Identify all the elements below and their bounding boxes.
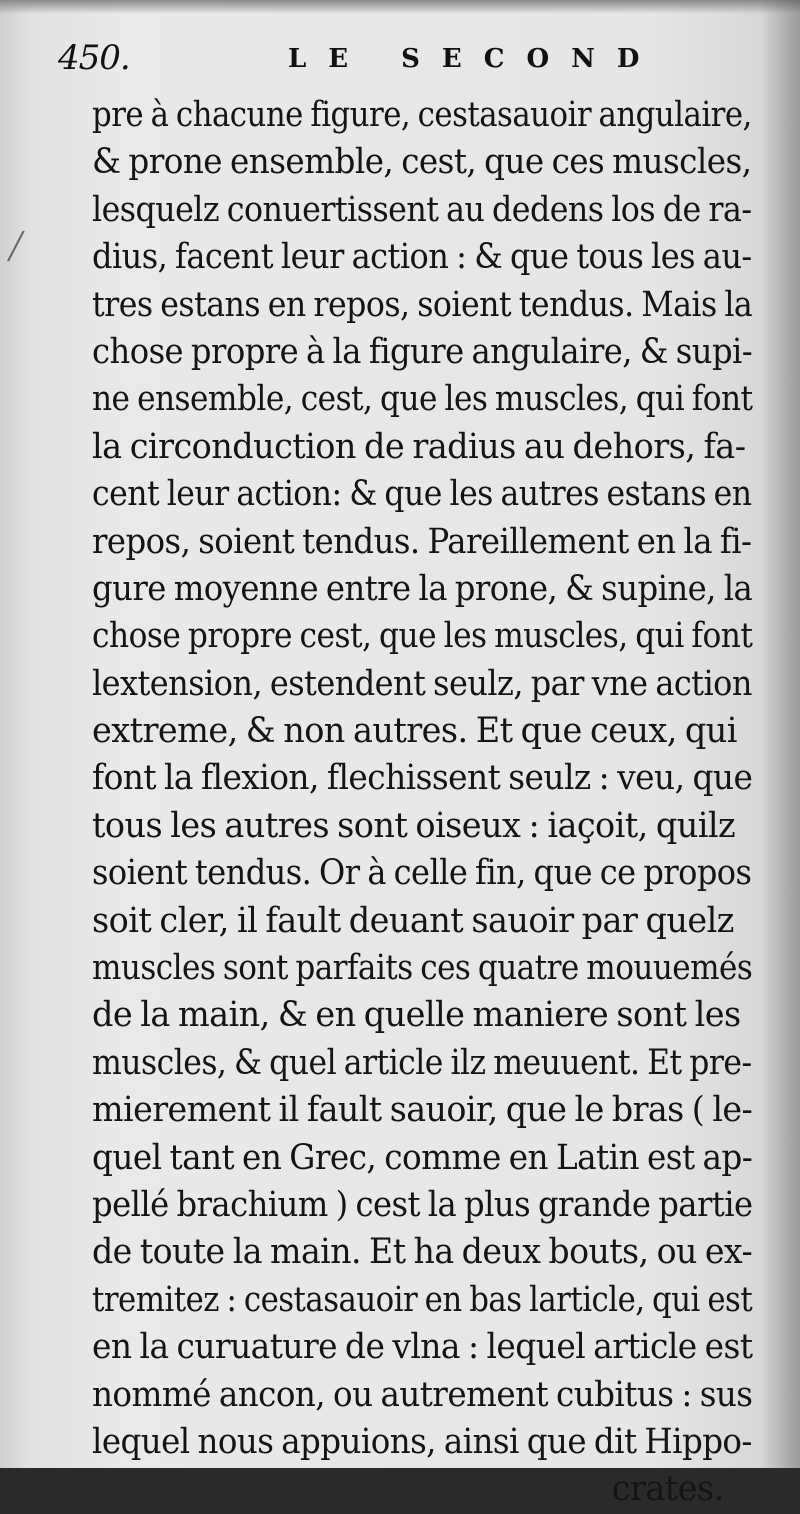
page-top-edge-shadow (0, 0, 800, 14)
text-line: font la flexion, flechissent seulz : veu, que (92, 758, 753, 799)
text-line: gure moyenne entre la prone, & supine, la (92, 568, 753, 609)
text-line: muscles, & quel article ilz meuuent. Et pre- (92, 1042, 752, 1083)
text-line: soient tendus. Or à celle fin, que ce propos (92, 853, 752, 894)
running-head: LE SECOND (288, 44, 662, 74)
text-line: & prone ensemble, cest, que ces muscles, (92, 142, 752, 183)
text-line: ne ensemble, cest, que les muscles, qui font (92, 379, 753, 420)
catchword-line: crates. (611, 1469, 724, 1510)
text-line: pellé brachium ) cest la plus grande partie (92, 1184, 753, 1225)
page-number: 450. (58, 38, 130, 78)
text-line: cent leur action: & que les autres estans en (92, 474, 752, 515)
text-line: pre à chacune figure, cestasauoir angulaire, (92, 95, 752, 135)
body-text (92, 92, 782, 1514)
text-line: chose propre à la figure angulaire, & supi- (92, 331, 753, 372)
text-line: extreme, & non autres. Et que ceux, qui (92, 711, 737, 752)
text-line: la circonduction de radius au dehors, fa- (92, 426, 746, 467)
text-line: lextension, estendent seulz, par vne action (92, 663, 752, 704)
text-line: de toute la main. Et ha deux bouts, ou ex- (92, 1232, 753, 1273)
text-line: lequel nous appuions, ainsi que dit Hippo- (92, 1421, 752, 1462)
text-line: quel tant en Grec, comme en Latin est ap- (92, 1137, 753, 1178)
text-line: dius, facent leur action : & que tous les au- (92, 237, 752, 278)
text-line: soit cler, il fault deuant sauoir par quelz (92, 900, 734, 941)
text-line: muscles sont parfaits ces quatre mouuemés (92, 948, 753, 989)
text-line: chose propre cest, que les muscles, qui font (92, 616, 753, 657)
text-line: tres estans en repos, soient tendus. Mais la (92, 284, 753, 325)
text-line: nommé ancon, ou autrement cubitus : sus (92, 1374, 753, 1415)
text-line: en la curuature de vlna : lequel article est (92, 1327, 753, 1368)
page-header (58, 38, 758, 88)
text-line: lesquelz conuertissent au dedens los de ra- (92, 189, 752, 230)
margin-tick-mark: ╱ (8, 232, 24, 262)
text-line: mierement il fault sauoir, que le bras ( le- (92, 1090, 753, 1131)
text-line: de la main, & en quelle maniere sont les (92, 995, 741, 1036)
text-line: repos, soient tendus. Pareillement en la fi- (92, 521, 752, 562)
text-line: tremitez : cestasauoir en bas larticle, qui est (92, 1279, 753, 1320)
text-line: tous les autres sont oiseux : iaçoit, quilz (92, 805, 736, 846)
